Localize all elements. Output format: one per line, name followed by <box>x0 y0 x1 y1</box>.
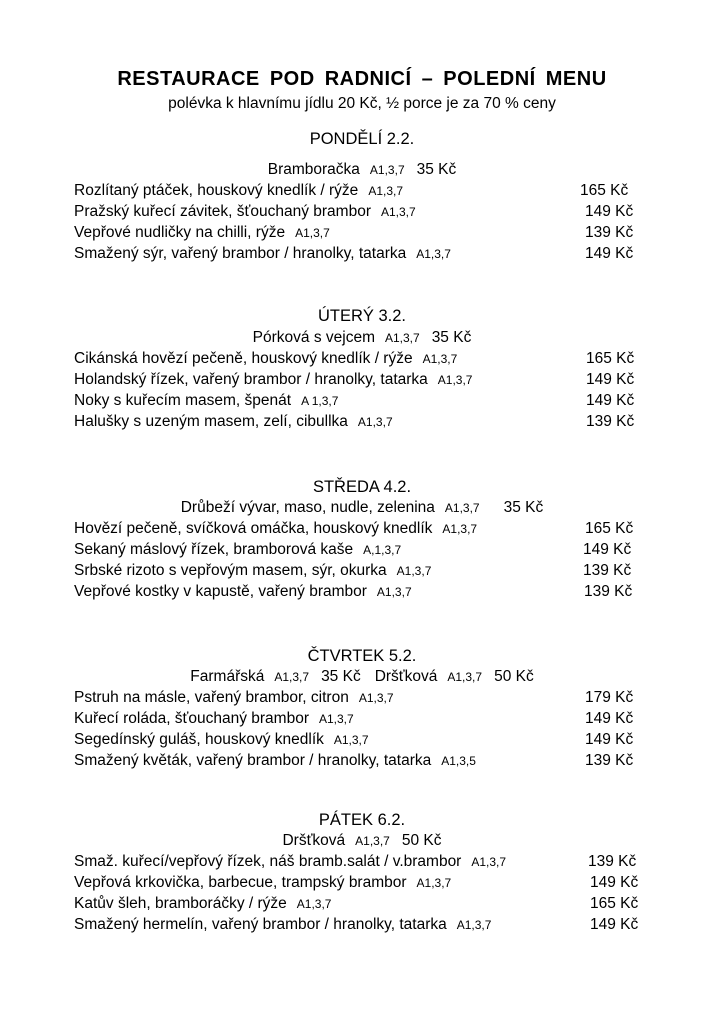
menu-item <box>74 874 451 892</box>
soup-name: Pórková s vejcem <box>252 329 375 346</box>
dish-allergens: A1,3,7 <box>296 897 332 911</box>
dish-allergens: A1,3,7 <box>368 184 404 198</box>
soup-price: 50 Kč <box>401 832 442 849</box>
soup-price: 50 Kč <box>494 668 534 685</box>
soup-allergens: A1,3,7 <box>444 501 480 515</box>
dish-allergens: A1,3,7 <box>422 352 458 366</box>
dish-price: 149 Kč <box>585 731 634 748</box>
dish-price: 165 Kč <box>586 350 635 367</box>
soup-line <box>0 499 724 517</box>
dish-name: Kuřecí roláda, šťouchaný brambor <box>74 710 309 727</box>
menu-item <box>74 541 401 559</box>
soup-price: 35 Kč <box>416 161 457 178</box>
dish-price: 149 Kč <box>586 371 635 388</box>
menu-item <box>74 371 472 389</box>
dish-price: 139 Kč <box>585 224 634 241</box>
menu-item <box>74 916 491 934</box>
dish-allergens: A1,3,7 <box>357 415 393 429</box>
dish-price: 149 Kč <box>586 392 635 409</box>
dish-allergens: A1,3,7 <box>333 733 369 747</box>
soup-name: Dršťková <box>282 832 346 849</box>
dish-name: Smažený květák, vařený brambor / hranolky, tatarka <box>74 752 432 769</box>
soup-allergens: A1,3,7 <box>447 670 483 684</box>
dish-allergens: A1,3,7 <box>380 205 416 219</box>
dish-price: 149 Kč <box>590 874 639 891</box>
dish-allergens: A1,3,7 <box>437 373 473 387</box>
soup-line <box>0 161 724 179</box>
dish-name: Pstruh na másle, vařený brambor, citron <box>74 689 349 706</box>
soup-line <box>0 832 724 850</box>
dish-name: Sekaný máslový řízek, bramborová kaše <box>74 541 354 558</box>
soup-line <box>0 668 724 686</box>
soup-line <box>0 329 724 347</box>
menu-item <box>74 413 393 431</box>
menu-item <box>74 224 330 242</box>
dish-name: Holandský řízek, vařený brambor / hranolky, tatarka <box>74 371 428 388</box>
dish-price: 149 Kč <box>583 541 632 558</box>
soup-allergens: A1,3,7 <box>384 331 420 345</box>
menu-item <box>74 562 431 580</box>
page-subtitle: polévka k hlavnímu jídlu 20 Kč, ½ porce je za 70 % ceny <box>168 95 556 112</box>
dish-allergens: A1,3,7 <box>396 564 432 578</box>
dish-price: 149 Kč <box>590 916 639 933</box>
dish-price: 165 Kč <box>585 520 634 537</box>
menu-item <box>74 583 412 601</box>
dish-name: Pražský kuřecí závitek, šťouchaný brambor <box>74 203 371 220</box>
soup-allergens: A1,3,7 <box>274 670 310 684</box>
dish-allergens: A1,3,7 <box>416 876 452 890</box>
menu-item <box>74 731 369 749</box>
dish-allergens: A1,3,7 <box>456 918 492 932</box>
dish-name: Smažený hermelín, vařený brambor / hranolky, tatarka <box>74 916 447 933</box>
soup-price: 35 Kč <box>431 329 472 346</box>
day-heading: PONDĚLÍ 2.2. <box>309 130 415 148</box>
menu-item <box>74 853 506 871</box>
soup-name: Dršťková <box>374 668 438 685</box>
dish-name: Noky s kuřecím masem, špenát <box>74 392 292 409</box>
soup-name: Farmářská <box>190 668 265 685</box>
dish-name: Halušky s uzeným masem, zelí, cibullka <box>74 413 348 430</box>
dish-name: Katův šleh, bramboráčky / rýže <box>74 895 287 912</box>
menu-item <box>74 895 331 913</box>
dish-name: Srbské rizoto s vepřovým masem, sýr, okurka <box>74 562 387 579</box>
dish-name: Segedínský guláš, houskový knedlík <box>74 731 324 748</box>
dish-price: 149 Kč <box>585 203 634 220</box>
dish-price: 165 Kč <box>590 895 639 912</box>
dish-allergens: A1,3,5 <box>441 754 476 768</box>
day-heading: ÚTERÝ 3.2. <box>317 307 407 325</box>
dish-allergens: A,1,3,7 <box>363 543 402 557</box>
day-heading: ČTVRTEK 5.2. <box>307 647 417 665</box>
dish-allergens: A1,3,7 <box>295 226 330 240</box>
day-heading: PÁTEK 6.2. <box>318 811 406 829</box>
soup-allergens: A1,3,7 <box>369 163 405 177</box>
menu-item <box>74 182 403 200</box>
dish-price: 149 Kč <box>585 245 634 262</box>
dish-name: Vepřová krkovička, barbecue, trampský brambor <box>74 874 407 891</box>
dish-allergens: A 1,3,7 <box>301 394 339 408</box>
dish-name: Smažený sýr, vařený brambor / hranolky, tatarka <box>74 245 407 262</box>
menu-item <box>74 752 476 770</box>
dish-price: 139 Kč <box>586 413 635 430</box>
dish-allergens: A1,3,7 <box>471 855 507 869</box>
soup-name: Drůbeží vývar, maso, nudle, zelenina <box>180 499 435 516</box>
dish-name: Vepřové nudličky na chilli, rýže <box>74 224 286 241</box>
dish-price: 179 Kč <box>585 689 634 706</box>
dish-name: Hovězí pečeně, svíčková omáčka, houskový knedlík <box>74 520 433 537</box>
menu-item <box>74 392 338 410</box>
dish-allergens: A1,3,7 <box>358 691 394 705</box>
soup-price: 35 Kč <box>321 668 361 685</box>
menu-item <box>74 245 451 263</box>
soup-name: Bramboračka <box>267 161 360 178</box>
menu-item <box>74 350 457 368</box>
dish-price: 139 Kč <box>583 562 632 579</box>
dish-name: Vepřové kostky v kapustě, vařený brambor <box>74 583 367 600</box>
dish-price: 165 Kč <box>580 182 629 199</box>
soup-allergens: A1,3,7 <box>355 834 390 848</box>
menu-item <box>74 203 416 221</box>
dish-name: Smaž. kuřecí/vepřový řízek, náš bramb.salát / v.brambor <box>74 853 462 870</box>
dish-name: Cikánská hovězí pečeně, houskový knedlík / rýže <box>74 350 413 367</box>
dish-allergens: A1,3,7 <box>416 247 451 261</box>
dish-allergens: A1,3,7 <box>376 585 412 599</box>
dish-price: 139 Kč <box>584 583 633 600</box>
page-title: RESTAURACE POD RADNICÍ – POLEDNÍ MENU <box>117 68 607 90</box>
dish-price: 149 Kč <box>585 710 634 727</box>
soup-price: 35 Kč <box>503 499 544 516</box>
day-heading: STŘEDA 4.2. <box>312 478 412 496</box>
menu-item <box>74 689 394 707</box>
menu-item <box>74 710 354 728</box>
dish-allergens: A1,3,7 <box>442 522 478 536</box>
dish-price: 139 Kč <box>588 853 637 870</box>
menu-item <box>74 520 477 538</box>
dish-price: 139 Kč <box>585 752 634 769</box>
dish-allergens: A1,3,7 <box>319 712 354 726</box>
dish-name: Rozlítaný ptáček, houskový knedlík / rýže <box>74 182 359 199</box>
